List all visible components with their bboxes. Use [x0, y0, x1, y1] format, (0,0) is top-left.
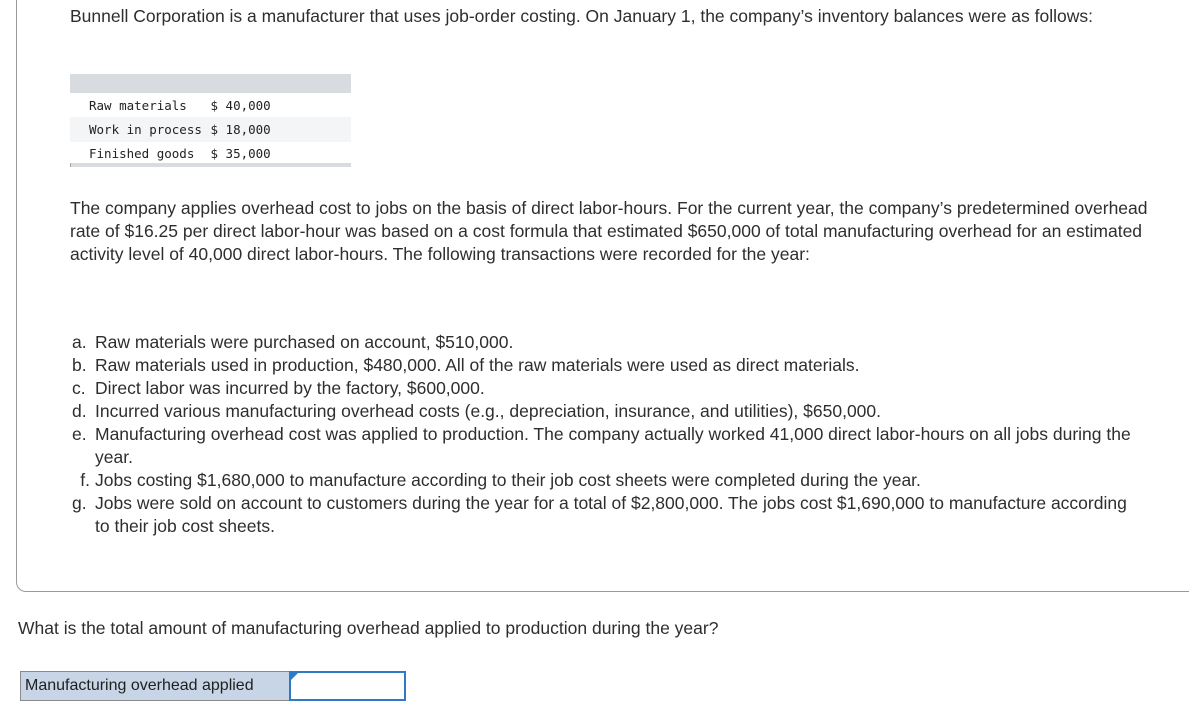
table-row — [70, 93, 351, 117]
list-item — [72, 377, 1142, 400]
list-marker: b. — [72, 355, 87, 375]
inventory-label: Work in process — [89, 121, 202, 137]
transaction-list — [72, 331, 1142, 538]
list-marker: e. — [72, 424, 87, 444]
list-marker: g. — [72, 493, 87, 513]
transaction-text: Direct labor was incurred by the factory, $600,000. — [95, 378, 485, 398]
answer-label: Manufacturing overhead applied — [20, 671, 290, 701]
transaction-text: Manufacturing overhead cost was applied to production. The company actually worked 41,000 direct labor-hours on all jobs during the year. — [95, 424, 1131, 467]
list-marker: d. — [72, 401, 87, 421]
question-prompt: What is the total amount of manufacturing overhead applied to production during the year? — [18, 618, 719, 638]
inventory-table-header — [70, 74, 351, 93]
inventory-label: Finished goods — [89, 146, 195, 162]
list-item — [72, 423, 1142, 469]
list-item — [72, 469, 1142, 492]
transaction-text: Raw materials used in production, $480,000. All of the raw materials were used as direct materials. — [95, 355, 860, 375]
transaction-text: Raw materials were purchased on account, $510,000. — [95, 332, 514, 352]
overhead-applied-input[interactable] — [289, 671, 406, 701]
list-marker: a. — [72, 332, 87, 352]
inventory-value: $ 18,000 — [210, 121, 271, 137]
answer-row — [20, 671, 406, 701]
transaction-text: Jobs were sold on account to customers during the year for a total of $2,800,000. The jobs cost $1,690,000 to manufacture according to their job cost sheets. — [95, 493, 1127, 536]
list-item — [72, 331, 1142, 354]
table-row — [70, 117, 351, 141]
inventory-value: $ 35,000 — [210, 146, 271, 162]
list-marker: c. — [72, 378, 86, 398]
inventory-balance-table — [70, 74, 351, 166]
table-footer-divider — [70, 163, 351, 167]
transaction-text: Jobs costing $1,680,000 to manufacture according to their job cost sheets were completed during the year. — [95, 470, 921, 490]
overhead-rate-paragraph: The company applies overhead cost to jobs on the basis of direct labor-hours. For the current year, the company’s predetermined overhead rate of $16.25 per direct labor-hour was based on a cost formula that estimated $650,000 of total manufacturing overhead for an estimated activity level of 40,000 direct labor-hours. The following transactions were recorded for the year: — [70, 198, 1148, 264]
inventory-value: $ 40,000 — [210, 97, 271, 113]
list-item — [72, 492, 1142, 538]
list-item — [72, 400, 1142, 423]
problem-intro: Bunnell Corporation is a manufacturer that uses job-order costing. On January 1, the company’s inventory balances were as follows: — [70, 6, 1093, 26]
list-marker: f. — [80, 470, 90, 490]
inventory-label: Raw materials — [89, 97, 187, 113]
list-item — [72, 354, 1142, 377]
transaction-text: Incurred various manufacturing overhead costs (e.g., depreciation, insurance, and utilities), $650,000. — [95, 401, 882, 421]
